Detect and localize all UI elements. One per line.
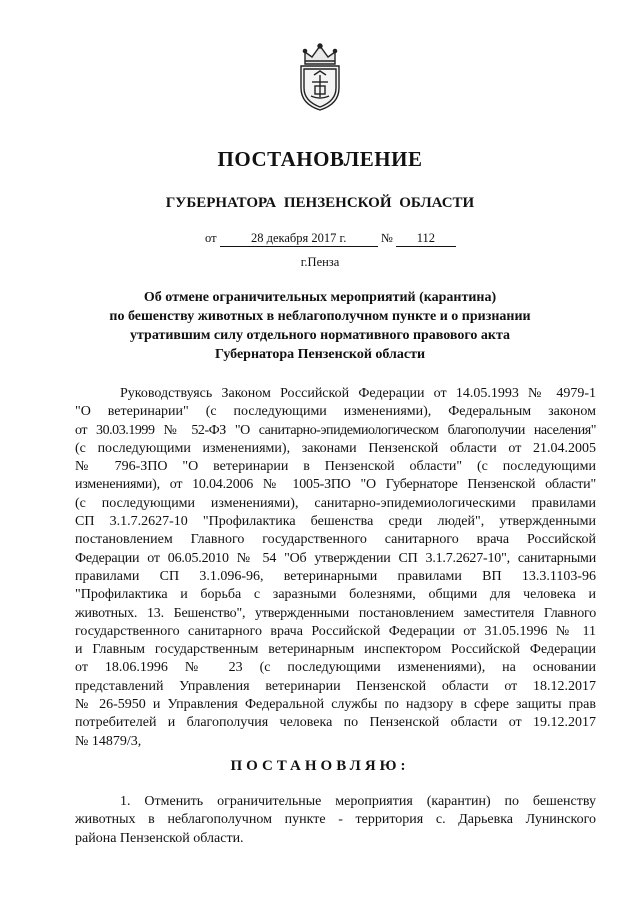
coat-of-arms-icon — [293, 42, 347, 112]
heading-line: Губернатора Пензенской области — [214, 347, 426, 362]
item-line: животных в неблагополучном пункте - территория с. Дарьевка Лунинского — [75, 812, 596, 828]
preamble-line: постановлением Главного государственного санитарного врача Российской — [75, 532, 596, 548]
date-prefix: от — [205, 231, 217, 245]
document-number: 112 — [396, 231, 456, 247]
item-1-paragraph — [75, 793, 596, 848]
preamble-line: от 30.03.1999 № 52-ФЗ "О санитарно-эпидемиологическом благополучии населения" — [75, 422, 596, 438]
preamble-line: (с последующими изменениями), законами Пензенской области от 21.04.2005 — [75, 440, 596, 456]
preamble-line: СП 3.1.7.2627-10 "Профилактика бешенства среди людей", утвержденными — [75, 514, 596, 530]
issuer-subtitle: ГУБЕРНАТОРА ПЕНЗЕНСКОЙ ОБЛАСТИ — [165, 195, 475, 211]
preamble-line: правилами СП 3.1.096-96, ветеринарными правилами ВП 13.3.1103-96 — [75, 568, 596, 584]
city-name: г.Пенза — [300, 255, 340, 269]
preamble-line: представлений Управления ветеринарии Пензенской области от 18.12.2017 — [75, 678, 596, 694]
preamble-line: потребителей и благополучия человека по Пензенской области от 19.12.2017 — [75, 715, 596, 731]
item-line: района Пензенской области. — [75, 830, 244, 846]
heading-line: по бешенству животных в неблагополучном пункте и о признании — [109, 309, 531, 324]
document-title: ПОСТАНОВЛЕНИЕ — [217, 147, 423, 171]
heading-line: Об отмене ограничительных мероприятий (карантина) — [143, 290, 497, 305]
preamble-line: № 796-ЗПО "О ветеринарии в Пензенской области" (с последующими — [75, 459, 596, 475]
decree-word: ПОСТАНОВЛЯЮ: — [230, 758, 410, 774]
preamble-line: Руководствуясь Законом Российской Федерации от 14.05.1993 № 4979-1 — [120, 386, 596, 401]
preamble-line: от 18.06.1996 № 23 (с последующими изменениями), на основании — [75, 660, 596, 676]
preamble-line: изменениями), от 10.04.2006 № 1005-ЗПО "О Губернаторе Пензенской области" — [75, 477, 596, 493]
document-heading — [95, 288, 545, 364]
item-line: 1. Отменить ограничительные мероприятия (карантин) по бешенству — [120, 794, 596, 809]
preamble-paragraph — [75, 385, 596, 751]
document-date: 28 декабря 2017 г. — [220, 231, 378, 247]
preamble-line: "О ветеринарии" (с последующими изменениями), Федеральным законом — [75, 404, 596, 420]
preamble-line: Федерации от 06.05.2010 № 54 "Об утверждении СП 3.1.7.2627-10", санитарными — [75, 550, 596, 566]
preamble-line: государственного санитарного врача Российской Федерации от 31.05.1996 № 11 — [75, 623, 596, 639]
preamble-line: и Главным государственным ветеринарным инспектором Российской Федерации — [75, 642, 596, 658]
preamble-line: № 14879/3, — [75, 733, 142, 749]
preamble-line: (с последующими изменениями), санитарно-эпидемиологическими правилами — [75, 495, 596, 511]
number-prefix: № — [380, 231, 393, 245]
heading-line: утратившим силу отдельного нормативного правового акта — [129, 328, 511, 343]
date-number-line — [205, 231, 456, 247]
preamble-line: "Профилактика и борьба с заразными болезнями, общими для человека и — [75, 587, 596, 603]
preamble-line: животных. 13. Бешенство", утвержденными постановлением заместителя Главного — [75, 605, 596, 621]
preamble-line: № 26-5950 и Управления Федеральной службы по надзору в сфере защиты прав — [75, 697, 596, 713]
